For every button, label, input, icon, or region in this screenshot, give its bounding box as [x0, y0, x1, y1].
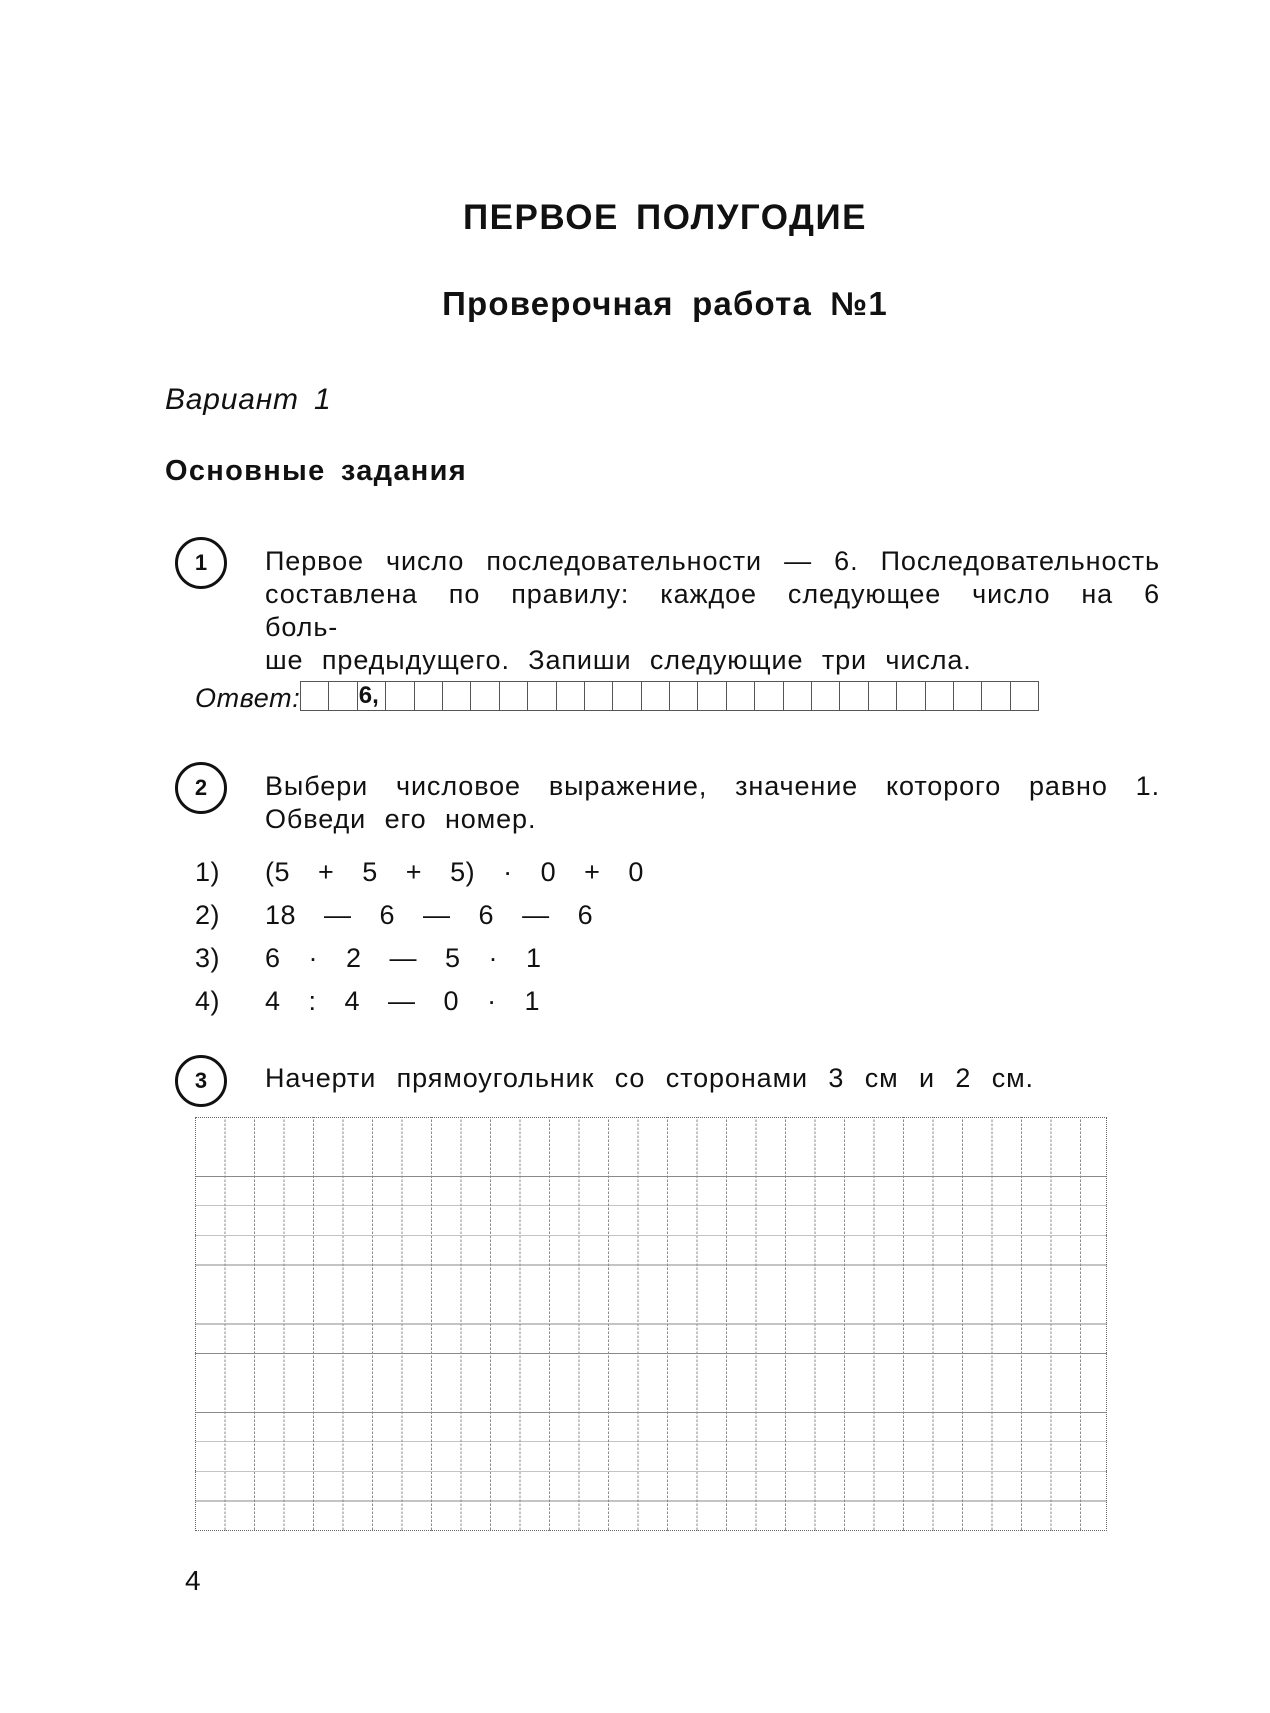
variant-label: Вариант 1	[165, 383, 332, 416]
answer-cell[interactable]	[698, 682, 726, 710]
answer-cell[interactable]	[840, 682, 868, 710]
answer-cell[interactable]	[784, 682, 812, 710]
work-title: Проверочная работа №1	[442, 285, 888, 322]
answer-cell[interactable]	[329, 682, 357, 710]
answer-cell[interactable]	[1011, 682, 1039, 710]
answer-cell[interactable]	[557, 682, 585, 710]
answer-cell[interactable]	[727, 682, 755, 710]
drawing-grid[interactable]	[195, 1117, 1107, 1531]
task-1-number: 1	[175, 537, 227, 589]
answer-cell[interactable]	[642, 682, 670, 710]
option-number[interactable]: 4)	[195, 986, 221, 1016]
section-title: ПЕРВОЕ ПОЛУГОДИЕ	[463, 198, 867, 237]
task-1-line: Первое число последовательности — 6. Последовательность	[265, 546, 1160, 576]
option-expression: (5 + 5 + 5) · 0 + 0	[265, 857, 644, 887]
answer-cell[interactable]	[670, 682, 698, 710]
answer-cell[interactable]	[443, 682, 471, 710]
answer-cell[interactable]	[415, 682, 443, 710]
option-number[interactable]: 3)	[195, 943, 221, 973]
answer-cell[interactable]	[613, 682, 641, 710]
answer-cell[interactable]	[471, 682, 499, 710]
answer-label: Ответ:	[195, 683, 301, 713]
answer-grid[interactable]	[300, 681, 1039, 711]
task-1-line: составлена по правилу: каждое следующее число на 6 боль-	[265, 579, 1160, 642]
tasks-heading: Основные задания	[165, 455, 467, 487]
answer-cell[interactable]	[982, 682, 1010, 710]
task-2-number: 2	[175, 762, 227, 814]
task-2-line: Выбери числовое выражение, значение которого равно 1.	[265, 771, 1160, 801]
task-3-text: Начерти прямоугольник со сторонами 3 см и 2 см.	[265, 1063, 1034, 1093]
answer-cell[interactable]	[926, 682, 954, 710]
answer-cell[interactable]	[585, 682, 613, 710]
answer-cell[interactable]	[869, 682, 897, 710]
task-2-text	[265, 770, 1160, 836]
task-2-line: Обведи его номер.	[265, 804, 537, 834]
task-1-text	[265, 545, 1160, 677]
answer-cell[interactable]: 6,	[358, 682, 386, 710]
option-number[interactable]: 1)	[195, 857, 221, 887]
answer-cell[interactable]	[755, 682, 783, 710]
answer-cell[interactable]	[897, 682, 925, 710]
option-expression: 18 — 6 — 6 — 6	[265, 900, 594, 930]
option-expression: 4 : 4 — 0 · 1	[265, 986, 541, 1016]
option-expression: 6 · 2 — 5 · 1	[265, 943, 542, 973]
answer-cell[interactable]	[528, 682, 556, 710]
option-number[interactable]: 2)	[195, 900, 221, 930]
page-number: 4	[185, 1565, 201, 1596]
answer-cell[interactable]	[954, 682, 982, 710]
answer-cell[interactable]	[812, 682, 840, 710]
answer-cell[interactable]	[386, 682, 414, 710]
answer-cell[interactable]	[301, 682, 329, 710]
answer-cell[interactable]	[500, 682, 528, 710]
task-3-number: 3	[175, 1055, 227, 1107]
task-1-line: ше предыдущего. Запиши следующие три числа.	[265, 645, 972, 675]
